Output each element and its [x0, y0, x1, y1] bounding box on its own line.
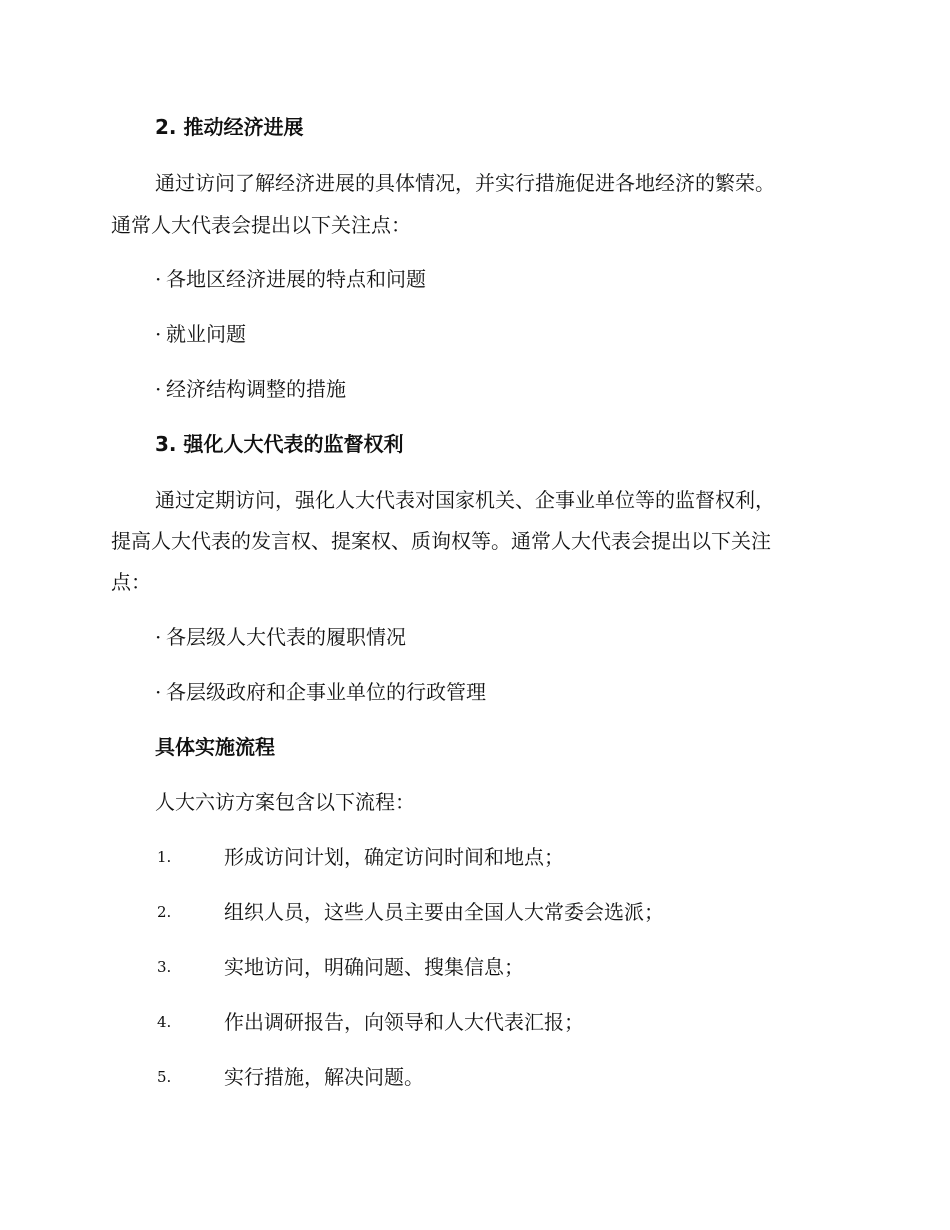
- section-3-paragraph-line-1: 通过定期访问，强化人大代表对国家机关、企事业单位等的监督权利，: [155, 488, 775, 512]
- bullet-text: 各地区经济进展的特点和问题: [166, 267, 426, 291]
- step-number: 4.: [157, 1013, 172, 1031]
- bullet-dot: ·: [155, 625, 162, 649]
- step-text: 形成访问计划，确定访问时间和地点；: [224, 845, 564, 869]
- bullet-text: 经济结构调整的措施: [166, 377, 346, 401]
- step-text: 组织人员，这些人员主要由全国人大常委会选派；: [224, 900, 664, 924]
- section-2-bullet-1: [155, 265, 426, 293]
- process-intro: 人大六访方案包含以下流程：: [155, 790, 415, 814]
- bullet-dot: ·: [155, 377, 162, 401]
- step-number: 5.: [157, 1068, 172, 1086]
- process-heading: 具体实施流程: [155, 735, 275, 759]
- section-3-paragraph-line-3: 点：: [111, 570, 151, 594]
- step-number: 2.: [157, 903, 172, 921]
- section-3-bullet-2: [155, 678, 486, 706]
- step-number: 3.: [157, 958, 172, 976]
- bullet-dot: ·: [155, 322, 162, 346]
- step-text: 实地访问，明确问题、搜集信息；: [224, 955, 524, 979]
- bullet-text: 就业问题: [166, 322, 246, 346]
- section-3-paragraph-line-2: 提高人大代表的发言权、提案权、质询权等。通常人大代表会提出以下关注: [111, 529, 771, 553]
- section-2-bullet-2: [155, 320, 246, 348]
- section-3-heading: 3. 强化人大代表的监督权利: [155, 432, 404, 456]
- section-3-bullet-1: [155, 623, 406, 651]
- section-2-paragraph-line-1: 通过访问了解经济进展的具体情况，并实行措施促进各地经济的繁荣。: [155, 171, 775, 195]
- step-text: 实行措施，解决问题。: [224, 1065, 424, 1089]
- section-2-paragraph-line-2: 通常人大代表会提出以下关注点：: [111, 213, 411, 237]
- bullet-dot: ·: [155, 680, 162, 704]
- step-text: 作出调研报告，向领导和人大代表汇报；: [224, 1010, 584, 1034]
- section-2-bullet-3: [155, 375, 346, 403]
- bullet-text: 各层级人大代表的履职情况: [166, 625, 406, 649]
- bullet-dot: ·: [155, 267, 162, 291]
- step-number: 1.: [157, 848, 172, 866]
- section-2-heading: 2. 推动经济进展: [155, 115, 304, 139]
- bullet-text: 各层级政府和企事业单位的行政管理: [166, 680, 486, 704]
